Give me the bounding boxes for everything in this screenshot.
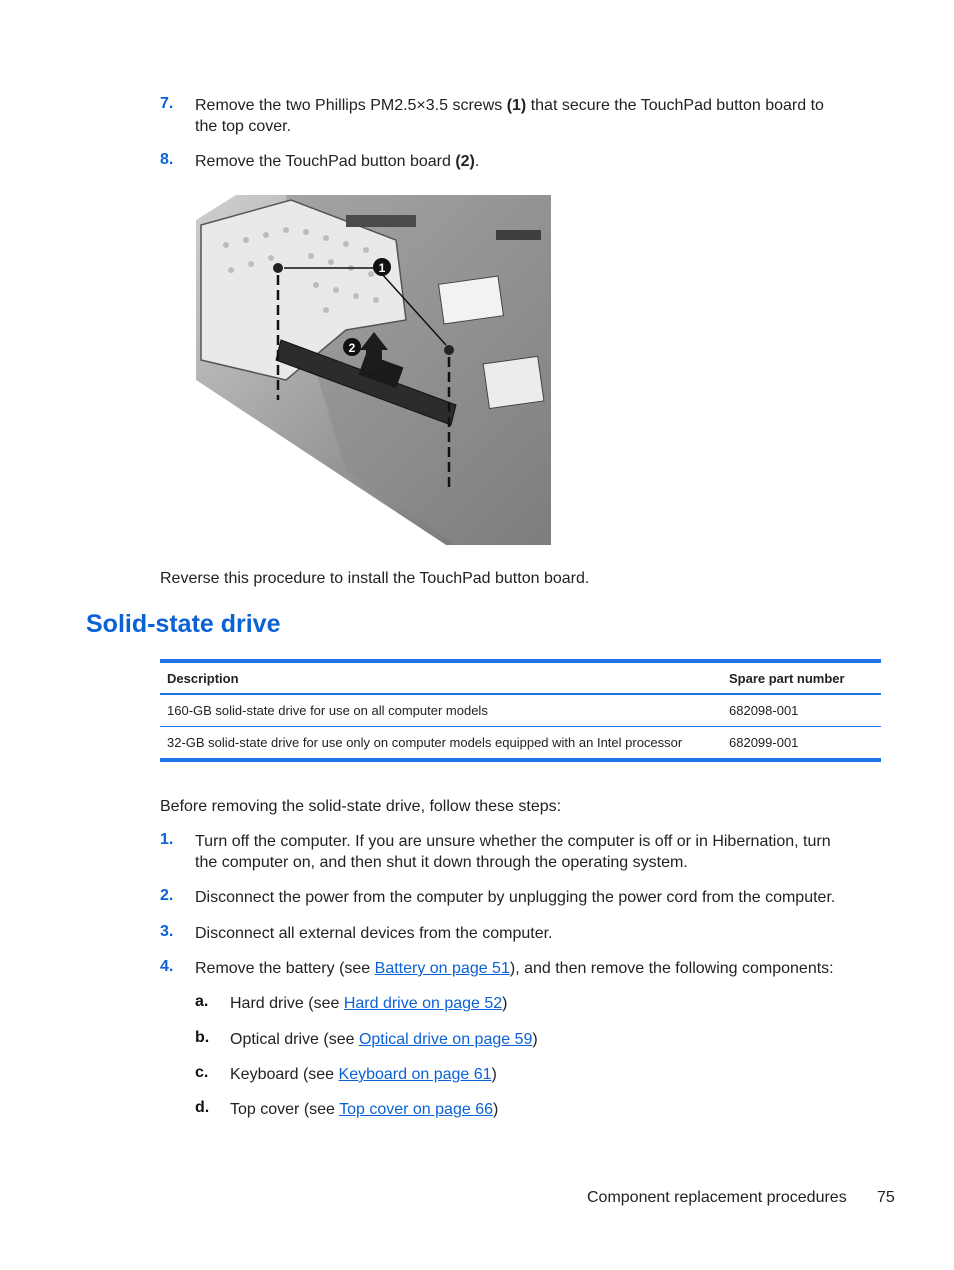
- substep-text-part: ): [491, 1066, 497, 1083]
- table-cell-description: 32-GB solid-state drive for use only on computer models equipped with an Intel processor: [167, 735, 683, 750]
- table-cell-description: 160-GB solid-state drive for use on all computer models: [167, 703, 488, 718]
- keyboard-link[interactable]: Keyboard on page 61: [338, 1066, 492, 1083]
- label-plate: [439, 276, 504, 324]
- section-heading: Solid-state drive: [86, 610, 281, 638]
- column-header-spare-part: Spare part number: [729, 670, 845, 686]
- step-text: [195, 958, 834, 979]
- substep-text-part: Hard drive (see: [230, 995, 344, 1012]
- step-number: 3.: [160, 923, 174, 940]
- reverse-procedure-note: Reverse this procedure to install the TouchPad button board.: [160, 570, 590, 587]
- step-text-part: the computer on, and then shut it down through the operating system.: [195, 854, 688, 871]
- callout-ref: (2): [455, 153, 475, 170]
- substep-text: [230, 1029, 538, 1050]
- step-number: 7.: [160, 95, 174, 112]
- callout-label: 2: [348, 341, 356, 355]
- substep-letter: d.: [195, 1099, 210, 1116]
- step-text: Disconnect all external devices from the computer.: [195, 925, 553, 942]
- step-number: 1.: [160, 831, 174, 848]
- touchpad-board-illustration: [196, 190, 554, 550]
- callout-ref: (1): [506, 97, 527, 114]
- substep-letter: b.: [195, 1029, 210, 1046]
- connector-strip: [346, 215, 416, 227]
- step-text: [195, 151, 479, 172]
- steps-intro: Before removing the solid-state drive, follow these steps:: [160, 798, 562, 815]
- battery-link[interactable]: Battery on page 51: [374, 960, 510, 977]
- substep-text-part: ): [502, 995, 508, 1012]
- substep-text-part: Top cover (see: [230, 1101, 340, 1118]
- table-row: [160, 695, 881, 726]
- table-cell-part-number: 682098-001: [729, 703, 799, 718]
- step-text-part: .: [474, 153, 480, 170]
- callout-2: [343, 338, 361, 356]
- table-cell-part-number: 682099-001: [729, 735, 799, 750]
- screw-icon: [444, 345, 454, 355]
- callout-label: 1: [378, 261, 386, 275]
- shield-plate: [483, 356, 544, 408]
- step-text: Disconnect the power from the computer by unplugging the power cord from the computer.: [195, 889, 836, 906]
- table-header-row: [160, 663, 881, 695]
- step-number: 4.: [160, 958, 174, 975]
- table-row: [160, 726, 881, 758]
- substep-text-part: ): [492, 1101, 499, 1118]
- spare-parts-table: [160, 659, 881, 762]
- screw-icon: [273, 263, 283, 273]
- callout-1: [373, 258, 391, 276]
- top-cover-link[interactable]: Top cover on page 66: [339, 1101, 493, 1118]
- connector-strip: [496, 230, 541, 240]
- step-text-part: Turn off the computer. If you are unsure whether the computer is off or in Hibernation, turn: [195, 833, 831, 850]
- step-text-part: ), and then remove the following components:: [509, 960, 834, 977]
- substep-text: [230, 993, 507, 1014]
- step-text-part: the top cover.: [195, 118, 292, 135]
- step-number: 8.: [160, 151, 174, 168]
- step-number: 2.: [160, 887, 174, 904]
- hard-drive-link[interactable]: Hard drive on page 52: [343, 995, 503, 1012]
- page-number: 75: [877, 1189, 895, 1206]
- substep-letter: a.: [195, 993, 209, 1010]
- footer-section-title: Component replacement procedures: [587, 1189, 847, 1206]
- step-text-part: Remove the TouchPad button board: [195, 153, 456, 170]
- step-text: [195, 95, 835, 137]
- optical-drive-link[interactable]: Optical drive on page 59: [358, 1031, 533, 1048]
- column-header-description: Description: [167, 670, 239, 686]
- substep-text-part: Keyboard (see: [230, 1066, 339, 1083]
- substep-text-part: Optical drive (see: [230, 1031, 359, 1048]
- substep-text: [230, 1099, 498, 1120]
- step-text-part: Remove the battery (see: [195, 960, 375, 977]
- step-text-part: Remove the two Phillips PM2.5×3.5 screws: [195, 97, 507, 114]
- substep-letter: c.: [195, 1064, 209, 1081]
- step-text: [195, 831, 855, 873]
- substep-text-part: ): [532, 1031, 538, 1048]
- step-text-part: that secure the TouchPad button board to: [526, 97, 824, 114]
- substep-text: [230, 1064, 497, 1085]
